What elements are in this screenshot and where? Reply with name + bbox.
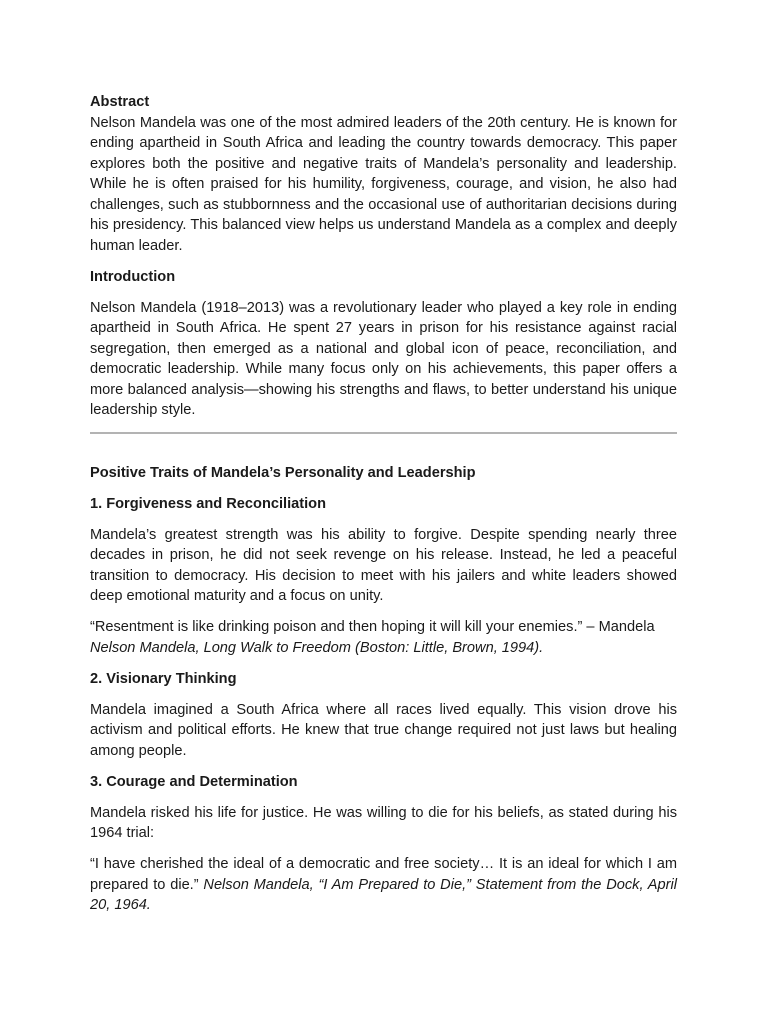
forgiveness-citation: Nelson Mandela, Long Walk to Freedom (Boston: Little, Brown, 1994). xyxy=(90,639,544,656)
courage-body: Mandela risked his life for justice. He was willing to die for his beliefs, as stated during his 1964 trial: xyxy=(90,804,677,841)
forgiveness-body: Mandela’s greatest strength was his ability to forgive. Despite spending nearly three decades in prison, he did not seek revenge on his release. Instead, he led a peaceful transition to democracy. His decision to meet with his jailers and white leaders showed deep emotional maturity and a focus on unity. xyxy=(90,526,677,604)
abstract-heading: Abstract xyxy=(90,94,150,110)
visionary-heading: 2. Visionary Thinking xyxy=(90,670,237,687)
courage-citation: Nelson Mandela, “I Am Prepared to Die,” Statement from the Dock, April 20, 1964. xyxy=(90,876,677,913)
forgiveness-quote-text: “Resentment is like drinking poison and then hoping it will kill your enemies.” – Mandela xyxy=(90,619,655,635)
introduction-heading: Introduction xyxy=(90,268,176,285)
introduction-body: Nelson Mandela (1918–2013) was a revolutionary leader who played a key role in ending apartheid in South Africa. He spent 27 years in prison for his resistance against racial segregation, then emerged as a national and global icon of peace, reconciliation, and democratic leadership. While many focus only on his achievements, this paper offers a more balanced analysis—showing his strengths and flaws, to better understand his unique leadership style. xyxy=(90,299,677,418)
forgiveness-heading: 1. Forgiveness and Reconciliation xyxy=(90,495,326,512)
visionary-body: Mandela imagined a South Africa where all races lived equally. This vision drove his activism and political efforts. He knew that true change required not just laws but healing among people. xyxy=(90,701,677,759)
document-page xyxy=(90,92,677,916)
courage-heading: 3. Courage and Determination xyxy=(90,773,298,790)
courage-quote-text: “I have cherished the ideal of a democratic and free society… It is an ideal for which I am prepared to die.” xyxy=(90,856,677,893)
forgiveness-quote xyxy=(90,617,677,658)
positive-traits-heading: Positive Traits of Mandela’s Personality and Leadership xyxy=(90,464,476,481)
abstract-body: Nelson Mandela was one of the most admired leaders of the 20th century. He is known for ending apartheid in South Africa and leading the country towards democracy. This paper explores both the positive and negative traits of Mandela’s personality and leadership. While he is often praised for his humility, forgiveness, courage, and vision, he also had challenges, such as stubbornness and the occasional use of authoritarian decisions during his presidency. This balanced view helps us understand Mandela as a complex and deeply human leader. xyxy=(90,114,677,254)
courage-quote xyxy=(90,854,677,916)
